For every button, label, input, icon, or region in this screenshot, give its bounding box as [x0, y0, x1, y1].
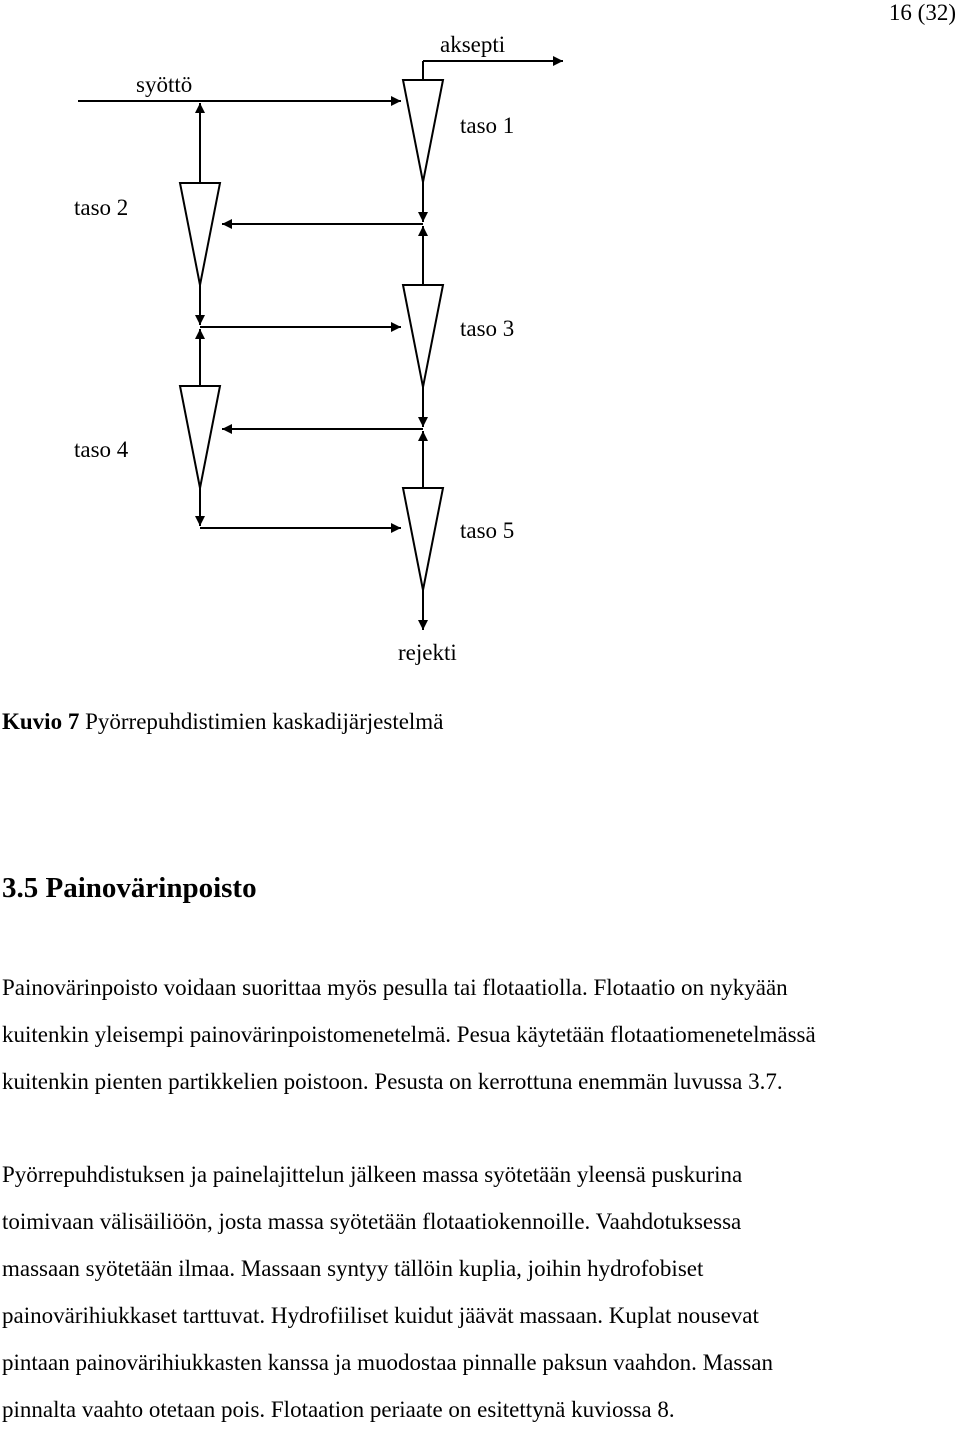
paragraph-line: Pyörrepuhdistuksen ja painelajittelun jälkeen massa syötetään yleensä puskurina — [2, 1162, 743, 1187]
paragraph-line: pinnalta vaahto otetaan pois. Flotaation periaate on esitettynä kuviossa 8. — [2, 1397, 675, 1422]
caption-text: Pyörrepuhdistimien kaskadijärjestelmä — [79, 709, 444, 734]
accept-label: aksepti — [440, 32, 506, 57]
stage5-label: taso 5 — [460, 518, 515, 543]
paragraph-line: massaan syötetään ilmaa. Massaan syntyy tällöin kuplia, joihin hydrofobiset — [2, 1256, 704, 1281]
paragraph-1 — [2, 964, 958, 1105]
cyclone-stage-1 — [403, 80, 443, 182]
cyclone-stage-2 — [180, 183, 220, 285]
figure-caption — [2, 709, 443, 735]
paragraph-line: toimivaan välisäiliöön, josta massa syötetään flotaatiokennoille. Vaahdotuksessa — [2, 1209, 742, 1234]
stage2-label: taso 2 — [74, 195, 129, 220]
stage1-label: taso 1 — [460, 113, 515, 138]
paragraph-line: Painovärinpoisto voidaan suorittaa myös pesulla tai flotaatiolla. Flotaatio on nykyään — [2, 975, 788, 1000]
paragraph-line: kuitenkin yleisempi painovärinpoistomenetelmä. Pesua käytetään flotaatiomenetelmässä — [2, 1022, 816, 1047]
cascade-diagram — [0, 0, 960, 700]
paragraph-line: painovärihiukkaset tarttuvat. Hydrofiiliset kuidut jäävät massaan. Kuplat nousevat — [2, 1303, 759, 1328]
paragraph-line: pintaan painovärihiukkasten kanssa ja muodostaa pinnalle paksun vaahdon. Massan — [2, 1350, 773, 1375]
reject-label: rejekti — [398, 640, 457, 665]
paragraph-2 — [2, 1151, 958, 1433]
page-number: 16 (32) — [888, 0, 956, 25]
feed-label: syöttö — [136, 72, 193, 97]
stage3-label: taso 3 — [460, 316, 515, 341]
cyclone-stage-3 — [403, 285, 443, 387]
caption-prefix: Kuvio 7 — [2, 709, 80, 734]
section-heading: 3.5 Painovärinpoisto — [2, 872, 257, 904]
cyclone-stage-4 — [180, 386, 220, 488]
stage4-label: taso 4 — [74, 437, 129, 462]
cyclone-stage-5 — [403, 488, 443, 590]
paragraph-line: kuitenkin pienten partikkelien poistoon. Pesusta on kerrottuna enemmän luvussa 3.7. — [2, 1069, 783, 1094]
